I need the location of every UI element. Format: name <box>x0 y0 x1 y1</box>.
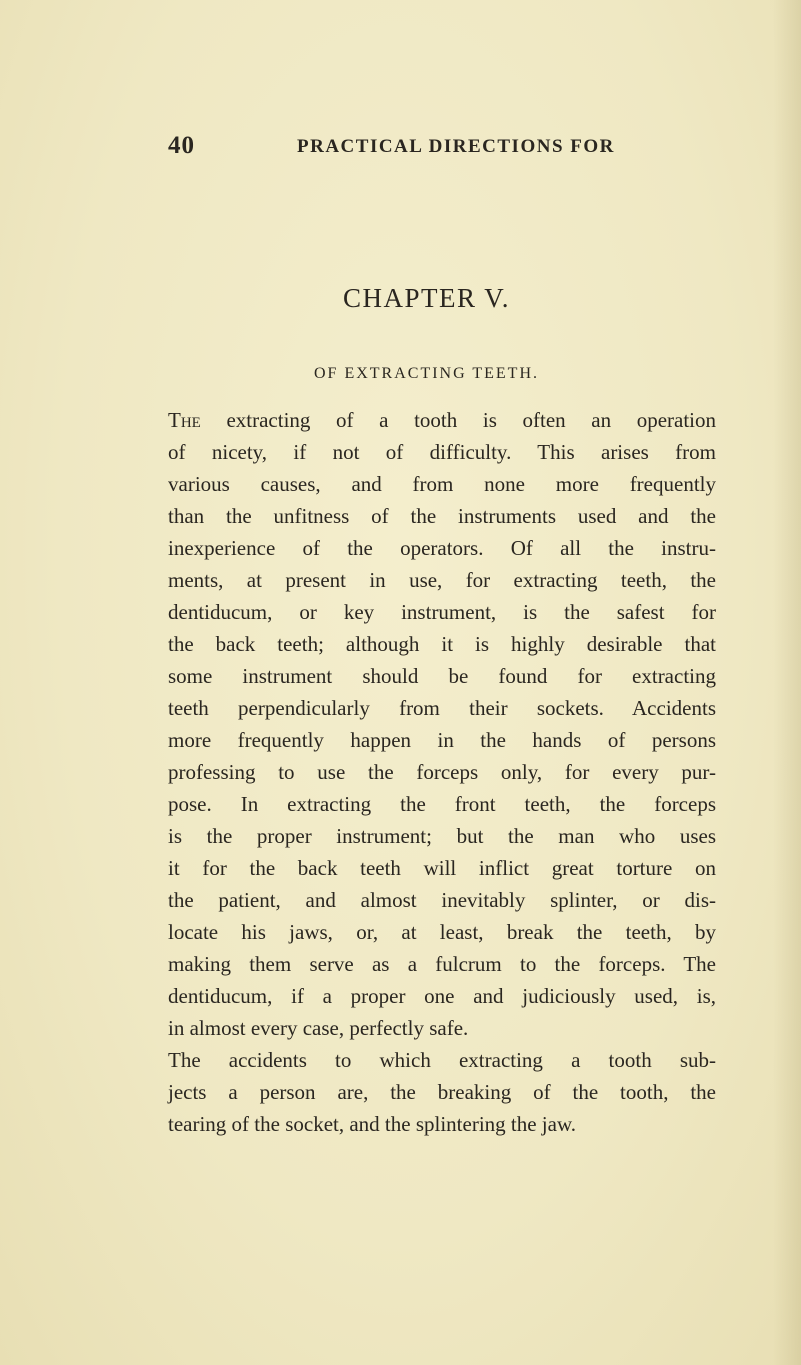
text-line: ments, at present in use, for extracting teeth, the <box>168 568 716 592</box>
text-line: making them serve as a fulcrum to the forceps. The <box>168 952 716 976</box>
text-line: in almost every case, perfectly safe. <box>168 1016 469 1040</box>
chapter-heading: CHAPTER V. <box>342 283 511 313</box>
text-line: some instrument should be found for extracting <box>168 664 716 688</box>
text-line: professing to use the forceps only, for every pur- <box>168 760 716 784</box>
text-line: dentiducum, if a proper one and judiciously used, is, <box>168 984 716 1008</box>
page-edge-shadow <box>773 0 801 1365</box>
running-head <box>168 132 768 162</box>
running-title: PRACTICAL DIRECTIONS FOR <box>297 136 615 157</box>
text-line-first <box>168 404 716 436</box>
text-line: tearing of the socket, and the splintering the jaw. <box>168 1112 577 1136</box>
page-number: 40 <box>168 132 195 159</box>
text-line: more frequently happen in the hands of persons <box>168 728 716 752</box>
text-line: is the proper instrument; but the man who uses <box>168 824 716 848</box>
text-line: various causes, and from none more frequently <box>168 472 716 496</box>
body-text <box>168 404 716 1140</box>
first-line-rest: extracting of a tooth is often an operation <box>226 408 716 432</box>
text-line: dentiducum, or key instrument, is the safest for <box>168 600 716 624</box>
text-line: than the unfitness of the instruments used and the <box>168 504 716 528</box>
text-line: The accidents to which extracting a tooth sub- <box>168 1048 716 1072</box>
text-line: of nicety, if not of difficulty. This arises from <box>168 440 716 464</box>
text-line: the patient, and almost inevitably splinter, or dis- <box>168 888 716 912</box>
drop-word: The <box>168 408 201 432</box>
text-line: jects a person are, the breaking of the tooth, the <box>168 1080 716 1104</box>
text-line: the back teeth; although it is highly desirable that <box>168 632 716 656</box>
text-line: it for the back teeth will inflict great torture on <box>168 856 716 880</box>
text-line: inexperience of the operators. Of all the instru- <box>168 536 716 560</box>
text-line: teeth perpendicularly from their sockets. Accidents <box>168 696 716 720</box>
text-line: pose. In extracting the front teeth, the forceps <box>168 792 716 816</box>
text-line: locate his jaws, or, at least, break the teeth, by <box>168 920 716 944</box>
chapter-subtitle: OF EXTRACTING TEETH. <box>313 365 540 382</box>
